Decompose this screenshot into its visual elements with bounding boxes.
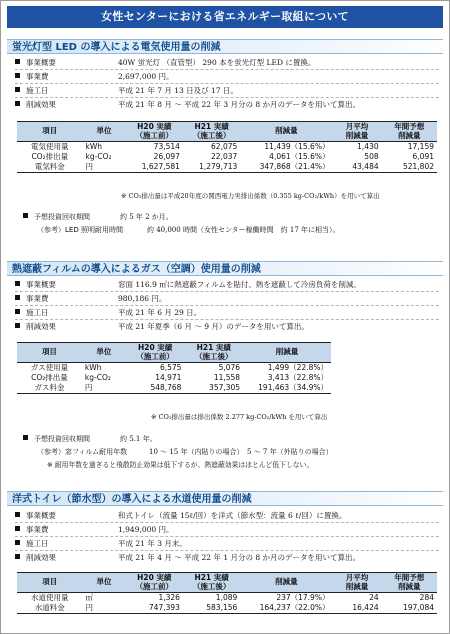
divider	[15, 305, 439, 306]
list-item: 事業費 1,949,000 円。	[15, 525, 174, 535]
table-row: ガス使用量 kWh 6,575 5,076 1,499（22.8%）	[30, 363, 328, 372]
list-item: 施工日 平成 21 年 6 月 29 日。	[15, 308, 201, 318]
col-header: 削減量	[243, 343, 331, 363]
list-item: 削減効果 平成 21 年夏季（6 月 ～ 9 月）のデータを用いて算出。	[15, 322, 309, 332]
payback-line: 予想投資回収期間 約 5 年 2 か月。	[23, 212, 173, 222]
bullet-icon	[23, 435, 28, 440]
bullet-icon	[15, 540, 20, 545]
bullet-icon	[15, 295, 20, 300]
table-row: 電気料金 円 1,627,581 1,279,713 347,868（21.4%） 43,484 521,802	[17, 162, 437, 173]
col-header: H21 実績 （施工後）	[184, 343, 243, 363]
list-item: 施工日 平成 21 年 7 月 13 日及び 17 日。	[15, 86, 238, 96]
col-header: H20 実績 （施工前）	[126, 343, 185, 363]
col-header: 月平均 削減量	[332, 573, 381, 593]
bullet-icon	[15, 309, 20, 314]
col-header: 年間予想 削減量	[382, 573, 437, 593]
section-heading-toilet: 洋式トイレ（節水型）の導入による水道使用量の削減	[7, 491, 443, 506]
data-table-toilet	[17, 572, 437, 614]
table-row: 水道使用量 ㎥ 1,326 1,089 237（17.9%） 24 284	[31, 593, 434, 602]
reference-line: （参考）LED 照明耐用時間 約 40,000 時間（女性センター稼働時間 約 17 年に相当）。	[37, 226, 340, 234]
reference-note: ※ 耐用年数を過ぎると飛散防止効果は低下するが、熱遮蔽効果はほとんど低下しない。	[47, 461, 314, 469]
col-header: 単位	[82, 343, 126, 363]
col-header: H21 実績 （施工後）	[183, 573, 240, 593]
payback-line: 予想投資回収期間 約 5.1 年。	[23, 434, 157, 444]
col-header: 削減量	[240, 122, 332, 142]
col-header: 項目	[17, 122, 83, 142]
data-table-film	[17, 342, 331, 394]
col-header: H21 実績 （施工後）	[183, 122, 240, 142]
bullet-icon	[15, 87, 20, 92]
bullet-icon	[15, 526, 20, 531]
divider	[15, 291, 439, 292]
table-row: 水道料金 円 747,393 583,156 164,237（22.0%） 16,424 197,084	[17, 603, 437, 614]
divider	[15, 97, 439, 98]
divider	[15, 83, 439, 84]
bullet-icon	[23, 213, 28, 218]
col-header: 項目	[17, 343, 82, 363]
reference-line: （参考）窓フィルム耐用年数 10 ～ 15 年（内貼りの場合） 5 ～ 7 年（外貼りの場合）	[37, 448, 333, 456]
page-title: 女性センターにおける省エネルギー取組について	[7, 6, 443, 28]
divider	[15, 550, 439, 551]
section-heading-led: 蛍光灯型 LED の導入による電気使用量の削減	[7, 39, 443, 54]
divider	[15, 536, 439, 537]
col-header: 単位	[83, 573, 126, 593]
list-item: 事業費 980,186 円。	[15, 294, 166, 304]
footnote: ※ CO₂排出量は排出係数 2.277 kg-CO₂/kWh を用いて算出	[151, 413, 328, 421]
table-row: ガス料金 円 548,768 357,305 191,463（34.9%）	[17, 383, 331, 394]
col-header: 月平均 削減量	[332, 122, 381, 142]
divider	[15, 522, 439, 523]
col-header: 単位	[83, 122, 126, 142]
bullet-icon	[15, 59, 20, 64]
table-row: CO₂排出量 kg-CO₂ 14,971 11,558 3,413（22.8%）	[31, 373, 328, 382]
col-header: 削減量	[240, 573, 332, 593]
bullet-icon	[15, 554, 20, 559]
list-item: 削減効果 平成 21 年 8 月 ～ 平成 22 年 3 月分の 8 か月のデータを用いて算出。	[15, 100, 360, 110]
bullet-icon	[15, 512, 20, 517]
bullet-icon	[15, 101, 20, 106]
col-header: 年間予想 削減量	[382, 122, 437, 142]
list-item: 事業概要 和式トイレ（流量 15ℓ/回）を洋式（節水型：流量 6 ℓ/回）に置換。	[15, 511, 346, 521]
footnote: ※ CO₂排出量は平成20年度の関西電力実排出係数（0.355 kg-CO₂/kWh）を用いて算出	[121, 192, 380, 200]
bullet-icon	[15, 323, 20, 328]
divider	[15, 319, 439, 320]
section-heading-film: 熱遮蔽フィルムの導入によるガス（空調）使用量の削減	[7, 261, 443, 276]
list-item: 事業概要 窓面 116.9 ㎡に熱遮蔽フィルムを貼付、熱を遮蔽して冷房負荷を削減。	[15, 280, 361, 290]
data-table-led	[17, 121, 437, 173]
list-item: 事業概要 40W 蛍光灯 （直管型） 290 本を蛍光灯型 LED に置換。	[15, 58, 315, 68]
divider	[15, 69, 439, 70]
bullet-icon	[15, 73, 20, 78]
col-header: 項目	[17, 573, 83, 593]
table-row: 電気使用量 kWh 73,514 62,075 11,439（15.6%） 1,430 17,159	[31, 142, 434, 151]
list-item: 施工日 平成 21 年 3 月末。	[15, 539, 187, 549]
list-item: 事業費 2,697,000 円。	[15, 72, 174, 82]
table-row: CO₂排出量 kg-CO₂ 26,097 22,037 4,061（15.6%） 508 6,091	[31, 152, 434, 161]
bullet-icon	[15, 281, 20, 286]
col-header: H20 実績 （施工前）	[126, 573, 183, 593]
list-item: 削減効果 平成 21 年 4 月 ～ 平成 22 年 1 月分の 8 か月のデータを用いて算出。	[15, 553, 360, 563]
col-header: H20 実績 （施工前）	[126, 122, 183, 142]
